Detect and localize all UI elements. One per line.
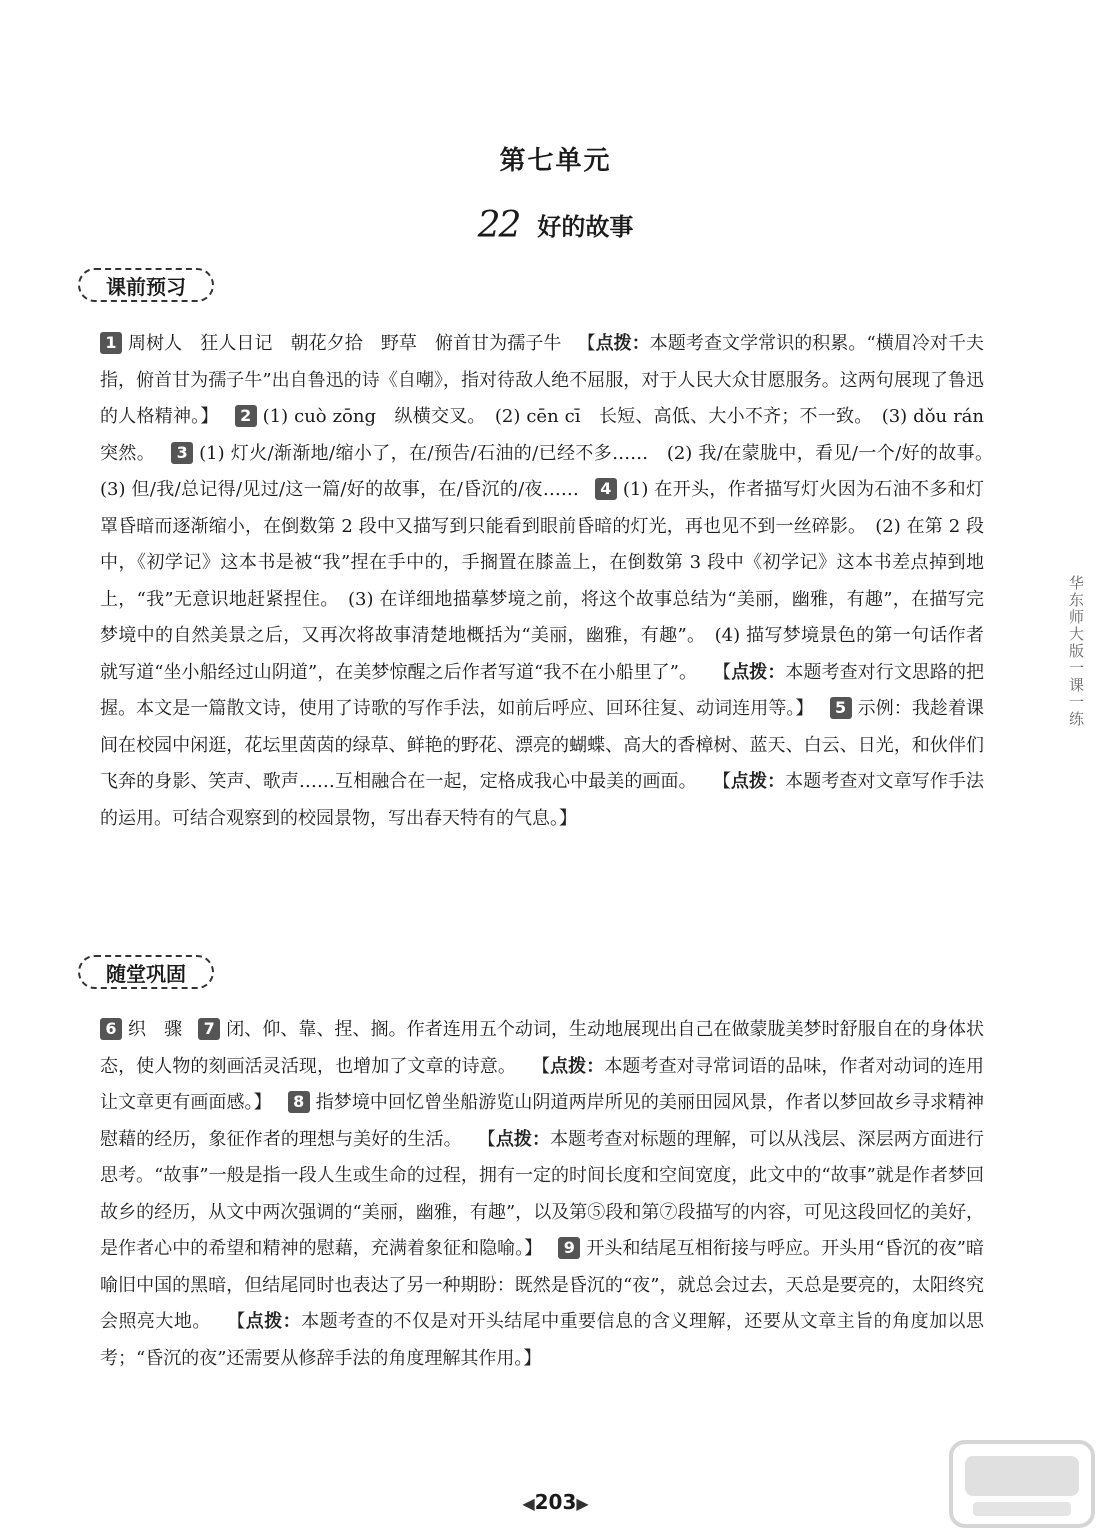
answer-text: (1) cuò zōng 纵横交叉。 (2) cēn cī 长短、高低、大小不齐；不一致。 (3) dǒu rán 突然。 <box>100 406 1003 464</box>
page-number <box>0 1490 1111 1514</box>
question-number-badge: 3 <box>171 442 193 464</box>
tip-text: 【点拨：本题考查文学常识的积累。“横眉冷对千夫指，俯首甘为孺子牛”出自鲁迅的诗《自嘲》，指对待敌人绝不屈服，对于人民大众甘愿服务。这两句展现了鲁迅的人格精神。】 <box>100 333 985 427</box>
tip-text: 【点拨：本题考查对寻常词语的品味，作者对动词的连用让文章更有画面感。】 <box>100 1055 985 1113</box>
answer-text: (1) 在开头，作者描写灯火因为石油不多和灯罩昏暗而逐渐缩小，在倒数第 2 段中又描写到只能看到眼前昏暗的灯光，再也见不到一丝碎影。 (2) 在第 2 段中，《初学记》这本书是被“我”捏在手中的，手搁置在膝盖上，在倒数第 3 段中《初学记》这本书差点掉到地上，“我”无意识地赶紧捏住。 (3) 在详细地描摹梦境之前，将这个故事总结为“美丽，幽雅，有趣”，在描写完梦境中的自然美景之后，又再次将故事清楚地概括为“美丽，幽雅，有趣”。 (4) 描写梦境景色的第一句话作者就写道“坐小船经过山阴道”，在美梦惊醒之后作者写道“我不在小船里了”。 <box>100 479 985 683</box>
answer-text: 闭、仰、靠、捏、搁。作者连用五个动词，生动地展现出自己在做蒙胧美梦时舒服自在的身体状态，使人物的刻画活灵活现，也增加了文章的诗意。 <box>100 1019 985 1077</box>
page-number-value: 203 <box>534 1490 577 1514</box>
question-number-badge: 2 <box>235 405 257 427</box>
question-number-badge: 5 <box>830 697 852 719</box>
lesson-name: 好的故事 <box>537 213 634 241</box>
section-tag-preview: 课前预习 <box>78 268 214 302</box>
tip-keyword: 点拨： <box>245 1311 302 1332</box>
tip-keyword: 点拨： <box>731 661 786 683</box>
question-number-badge: 8 <box>288 1091 310 1113</box>
right-arrow-icon: ▶ <box>576 1494 589 1513</box>
answer-block-preview <box>100 326 1003 837</box>
lesson-number: 22 <box>477 205 520 246</box>
tip-keyword: 点拨： <box>495 1128 551 1150</box>
answer-text: 开头和结尾互相衔接与呼应。开头用“昏沉的夜”暗喻旧中国的黑暗，但结尾同时也表达了另一种期盼：既然是昏沉的“夜”，就总会过去，天总是要亮的，太阳终究会照亮大地。 <box>100 1238 985 1332</box>
question-number-badge: 7 <box>198 1018 220 1040</box>
tip-text: 【点拨：本题考查对文章写作手法的运用。可结合观察到的校园景物，写出春天特有的气息。】 <box>100 771 985 829</box>
watermark-logo-icon <box>947 1438 1097 1530</box>
answer-text: 周树人 狂人日记 朝花夕拾 野草 俯首甘为孺子牛 <box>128 333 562 354</box>
lesson-title <box>0 205 1111 246</box>
tip-text: 【点拨：本题考查对标题的理解，可以从浅层、深层两方面进行思考。“故事”一般是指一段人生或生命的过程，拥有一定的时间长度和空间宽度，此文中的“故事”就是作者梦回故乡的经历，从文中两次强调的“美丽，幽雅，有趣”，以及第⑤段和第⑦段描写的内容，可见这段回忆的美好，是作者心中的希望和精神的慰藉，充满着象征和隐喻。】 <box>100 1128 985 1259</box>
side-edition-label: 华东师大版一课一练 <box>1067 575 1085 728</box>
answer-text: (1) 灯火/渐渐地/缩小了，在/预告/石油的/已经不多…… (2) 我/在蒙胧中，看见/一个/好的故事。 (3) 但/我/总记得/见过/这一篇/好的故事，在/昏沉的/夜…… <box>100 442 1003 500</box>
tip-keyword: 点拨： <box>730 771 786 792</box>
answer-text: 指梦境中回忆曾坐船游览山阴道两岸所见的美丽田园风景，作者以梦回故乡寻求精神慰藉的经历，象征作者的理想与美好的生活。 <box>100 1092 984 1150</box>
unit-title: 第七单元 <box>499 146 612 176</box>
tip-keyword: 点拨： <box>595 333 650 354</box>
left-arrow-icon: ◀ <box>522 1494 535 1513</box>
answer-text: 织 骤 <box>128 1019 183 1040</box>
question-number-badge: 6 <box>100 1018 122 1040</box>
tip-text: 【点拨：本题考查的不仅是对开头结尾中重要信息的含义理解，还要从文章主旨的角度加以思考；“昏沉的夜”还需要从修辞手法的角度理解其作用。】 <box>100 1311 985 1369</box>
question-number-badge: 1 <box>100 332 122 354</box>
answer-block-consolidation <box>100 1012 984 1377</box>
question-number-badge: 9 <box>558 1237 580 1259</box>
tip-text: 【点拨：本题考查对行文思路的把握。本文是一篇散文诗，使用了诗歌的写作手法，如前后呼应、回环往复、动词连用等。】 <box>100 661 985 719</box>
watermark-logo <box>947 1438 1097 1530</box>
question-number-badge: 4 <box>595 478 617 500</box>
section-tag-consolidation: 随堂巩固 <box>78 955 214 989</box>
tip-keyword: 点拨： <box>550 1055 605 1077</box>
answer-text: 示例：我趁着课间在校园中闲逛，花坛里茵茵的绿草、鲜艳的野花、漂亮的蝴蝶、高大的香樟树、蓝天、白云、日光，和伙伴们飞奔的身影、笑声、歌声……互相融合在一起，定格成我心中最美的画面。 <box>100 698 985 792</box>
